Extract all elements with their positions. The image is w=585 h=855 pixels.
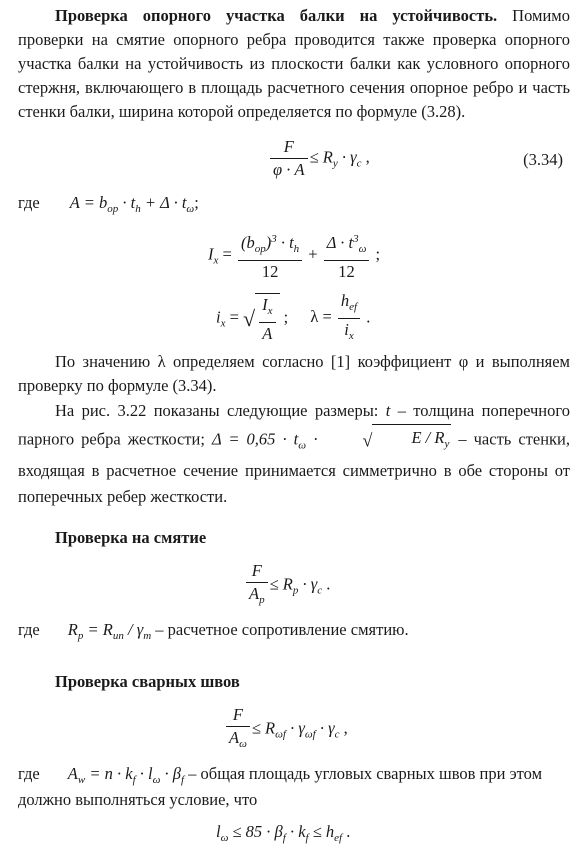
equation-radius-of-gyration: $i_x$ = √ $\frac{I_x}{A}$ ; λ = $\frac{h_{ef}}{i_x}$ . [216,290,370,347]
fraction-numerator: F [232,705,243,724]
fraction [226,704,250,755]
fraction-numerator: F [283,137,294,156]
fraction-denominator: A [259,322,275,345]
fraction [238,228,302,283]
paragraph-lambda: По значению λ определяем согласно [1] коэффициент φ и выполняем проверку по формуле (3.34). [18,352,570,395]
radical-sign-icon: √ [243,305,256,331]
equation-number: (3.34) [523,150,563,169]
section-heading-bearing: Проверка на смятие [55,528,207,547]
equation-3-34: $\frac{F}{\varphi \cdot A}$ ≤ $R_y \cdot \gamma_c$ , [268,136,370,181]
fraction-denominator: $A_\omega$ [226,726,250,755]
equation-bearing-check: $\frac{F}{A_p}$ ≤ $R_p \cdot \gamma_c$ . [244,560,330,611]
paragraph-text: Помимо проверки на смятие опорного ребра проводится также проверка опорного участка балки на устойчивость из плоскости балки как условного опорного стержня, включающего в площадь расчетного сечения опорное ребро и часть стенки балки, ширина которой определяется по формуле (3.28). [18,6,570,121]
fraction [324,228,370,283]
fraction-denominator: 12 [238,260,302,283]
section-heading-stability: Проверка опорного участка балки на устойчивость. [55,6,498,25]
where-bearing-resistance: где $R_p = R_{un} / \gamma_m$ – расчетное сопротивление смятию. [18,620,409,642]
fraction [246,560,268,611]
equation-moment-of-inertia: $I_x$ = $\frac{(b_{op})^3 \cdot t_h}{12}$ + $\frac{\Delta \cdot t^3_\omega}{12}$ ; [208,228,380,283]
fraction-denominator: φ · A [270,158,308,181]
where-weld-area: где $A_w = n \cdot k_f \cdot l_\omega \cdot \beta_f$ – общая площадь угловых сварных швов при этом [18,764,543,786]
fraction-numerator: $I_x$ [262,294,273,317]
equation-weld-length: $l_\omega \le 85 \cdot \beta_f \cdot k_f \le h_{ef}$ . [216,822,351,844]
fraction [259,294,275,345]
square-root [243,293,279,345]
square-root: √ E / $R_y$ [326,424,452,457]
paragraph-stability-check [18,4,570,124]
fraction-denominator: $i_x$ [338,318,360,347]
paragraph-dimensions: На рис. 3.22 показаны следующие размеры: t – толщина поперечного парного ребра жесткости; $\Delta = 0,65 \cdot t_\omega$ · √ E / $R_y$ – часть стенки, входящая в расчетное сечение принимается симметрично в обе стороны от поперечных ребер жесткости. [18,401,571,507]
fraction-numerator: $(b_{op})^3 \cdot t_h$ [240,233,300,255]
fraction-denominator: 12 [324,260,370,283]
section-heading-welds: Проверка сварных швов [55,672,240,691]
fraction-numerator: $h_{ef}$ [340,291,358,313]
where-weld-condition: должно выполняться условие, что [18,790,258,809]
equation-weld-check: $\frac{F}{A_\omega}$ ≤ $R_{\omega f} \cdot \gamma_{\omega f} \cdot \gamma_c$ , [224,704,348,755]
fraction-denominator: $A_p$ [246,582,268,611]
fraction [338,290,360,347]
where-area-definition: где $A = b_{op} \cdot t_h + \Delta \cdot t_\omega$; [18,193,199,215]
fraction-numerator: F [251,561,262,580]
radical-sign-icon: √ [362,430,373,451]
fraction [270,136,308,181]
fraction-numerator: $\Delta \cdot t^3_\omega$ [326,233,367,255]
